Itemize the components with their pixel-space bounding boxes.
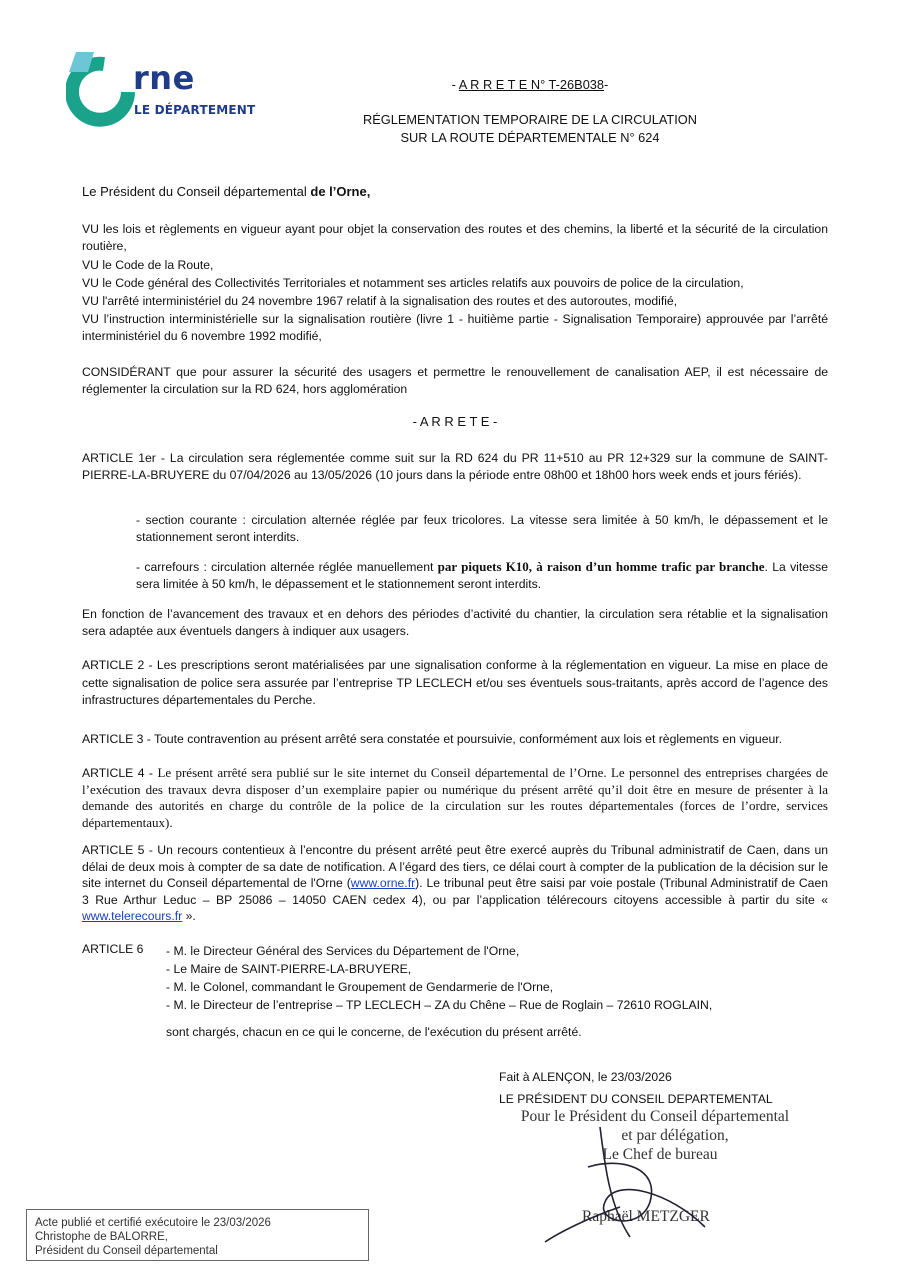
stamp-name: Raphaël METZGER [582, 1208, 710, 1225]
certification-line1: Acte publié et certifié exécutoire le 23/03/2026 [35, 1217, 271, 1229]
article-5-part3: ». [182, 909, 196, 923]
recipient-item: - M. le Colonel, commandant le Groupement de Gendarmerie de l'Orne, [166, 980, 554, 994]
stamp-line3: Le Chef de bureau [602, 1146, 718, 1163]
recipient-item: - Le Maire de SAINT-PIERRE-LA-BRUYERE, [166, 962, 412, 976]
vu-3: VU le Code général des Collectivités Territoriales et notamment ses articles relatifs aux pouvoirs de police de la circulation, [82, 276, 744, 290]
article-5 [82, 842, 828, 925]
certification-box [26, 1209, 369, 1261]
telerecours-link[interactable]: www.telerecours.fr [82, 909, 183, 923]
president-line [82, 184, 828, 201]
orne-link[interactable]: www.orne.fr [350, 876, 416, 890]
article-1: ARTICLE 1er - La circulation sera réglementée comme suit sur la RD 624 du PR 11+510 au PR 12+329 sur la commune de SAINT-PIERRE-LA-BRUYERE du 07/04/2026 au 13/05/2026 (10 jours dans la période entre 08h00 et 18h00 hors week ends et jours fériés). [82, 451, 828, 482]
article-6-recipients [166, 942, 826, 1014]
article-3: ARTICLE 3 - Toute contravention au présent arrêté sera constatée et poursuivie, conformément aux lois et règlements en vigueur. [82, 732, 783, 746]
logo-department: LE DÉPARTEMENT [134, 103, 256, 117]
article-1-fonction: En fonction de l’avancement des travaux et en dehors des périodes d’activité du chantier, la circulation sera rétablie et la signalisation sera adaptée aux éventuels dangers à indiquer aux usagers. [82, 607, 828, 638]
certification-line3: Président du Conseil départemental [35, 1245, 218, 1257]
signature-stamp [500, 1107, 810, 1247]
vu-5: VU l’instruction interministérielle sur la signalisation routière (livre 1 - huitième partie - Signalisation Temporaire) approuvée par l’arrêté interministériel du 6 novembre 1992 modifié, [82, 312, 828, 343]
vu-1: VU les lois et règlements en vigueur ayant pour objet la conservation des routes et des chemins, la liberté et la sécurité de la circulation routière, [82, 222, 828, 253]
title-line1: RÉGLEMENTATION TEMPORAIRE DE LA CIRCULATION [363, 112, 697, 127]
stamp-line1: Pour le Président du Conseil départemental [520, 1108, 790, 1125]
place-date: Fait à ALENÇON, le 23/03/2026 [499, 1070, 672, 1084]
article-6-label: ARTICLE 6 [82, 942, 144, 956]
article-1-item-1: - section courante : circulation alternée réglée par feux tricolores. La vitesse sera limitée à 50 km/h, le dépassement et le stationnement seront interdits. [136, 513, 828, 544]
item2-a: - carrefours : circulation alternée réglée manuellement [136, 560, 438, 574]
title-line2: SUR LA ROUTE DÉPARTEMENTALE N° 624 [400, 130, 660, 145]
president-bold: de l’Orne, [310, 184, 371, 199]
ref-number: A R R E T E N° T-26B038 [458, 77, 605, 92]
signature-block [499, 1068, 819, 1108]
article-2: ARTICLE 2 - Les prescriptions seront matérialisées par une signalisation conforme à la réglementation en vigueur. La mise en place de cette signalisation de police sera assurée par l’entreprise TP LECLECH et/ou ses éventuels sous-traitants, après accord de l’agence des infrastructures départementales du Perche. [82, 658, 828, 707]
president-text: Le Président du Conseil départemental [82, 184, 311, 199]
certification-line2: Christophe de BALORRE, [35, 1231, 168, 1243]
item2-c: . La vitesse sera limitée à 50 km/h, le dépassement et le stationnement seront interdits. [136, 560, 828, 591]
article-6-closing: sont chargés, chacun en ce qui le concerne, de l'exécution du présent arrêté. [166, 1025, 582, 1039]
recipient-item: - M. le Directeur Général des Services du Département de l'Orne, [166, 944, 520, 958]
handwritten-signature-icon [500, 1107, 810, 1247]
article-5-part1: ARTICLE 5 - Un recours contentieux à l’encontre du présent arrêté peut être exercé auprès du Tribunal administratif de Caen, dans un délai de deux mois à compter de sa date de notification. A l’égard des tiers, ce délai court à compter de la publication de la décision sur le site internet du Conseil départemental de l'Orne ( [82, 843, 828, 890]
stamp-line2: et par délégation, [621, 1127, 729, 1144]
article-1-item-2 [136, 559, 828, 592]
article-4-text: Le présent arrêté sera publié sur le site internet du Conseil départemental de l’Orne. Le personnel des entreprises chargées de l’exécution des travaux devra disposer d’un exemplaire papier ou numérique du présent arrêté qu’il doit être en mesure de présenter à la demande des autorités en charge du contrôle de la police de la circulation sur les routes départementales (forces de l’ordre, services départementaux). [82, 765, 828, 830]
vu-2: VU le Code de la Route, [82, 258, 214, 272]
considerant: CONSIDÉRANT que pour assurer la sécurité des usagers et permettre le renouvellement de canalisation AEP, il est nécessaire de réglementer la circulation sur la RD 624, hors agglomération [82, 365, 828, 396]
article-4 [82, 765, 828, 831]
logo-wordmark: rne [133, 59, 195, 97]
ref-suffix: - [604, 77, 609, 92]
article-4-label: ARTICLE 4 - [82, 766, 158, 780]
item2-b: par piquets K10, à raison d’un homme trafic par branche [437, 559, 765, 574]
ref-prefix: - [451, 77, 459, 92]
signature-title: LE PRÉSIDENT DU CONSEIL DEPARTEMENTAL [499, 1092, 773, 1106]
article-5-part2: ). Le tribunal peut être saisi par voie postale (Tribunal Administratif de Caen 3 Rue Arthur Leduc – BP 25086 – 14050 CAEN cedex 4), ou par l’application télérecours citoyens accessible à partir du site « [82, 876, 829, 907]
recipient-item: - M. le Directeur de l’entreprise – TP LECLECH – ZA du Chêne – Rue de Roglain – 72610 ROGLAIN, [166, 998, 713, 1012]
vu-4: VU l'arrêté interministériel du 24 novembre 1967 relatif à la signalisation des routes et des autoroutes, modifié, [82, 294, 678, 308]
arrete-reference [340, 76, 720, 93]
arrete-heading: - A R R E T E - [412, 414, 498, 429]
